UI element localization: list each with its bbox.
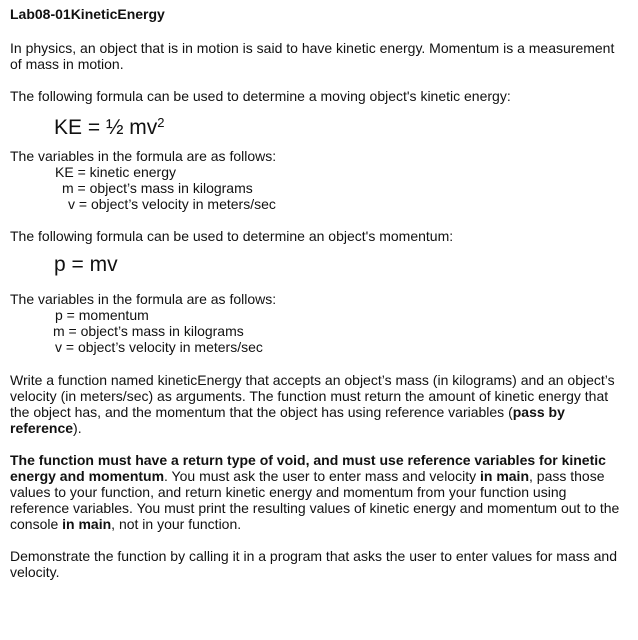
ke-formula-intro: The following formula can be used to determine a moving object's kinetic energy:: [10, 88, 511, 104]
momentum-formula: p = mv: [54, 253, 118, 276]
document-page: [10, 6, 628, 580]
p-formula-intro: The following formula can be used to determine an object's momentum:: [10, 228, 454, 244]
req-text-2: , pass those values to your function, and return kinetic energy and momentum from your function using reference variables. You must print the resulting values of kinetic energy and momentum out to the console: [10, 468, 620, 532]
req-text-1: . You must ask the user to enter mass and velocity: [164, 468, 480, 484]
variable-m-1: m = object’s mass in kilograms: [62, 180, 253, 196]
spacer: [10, 355, 628, 372]
variable-v-2: v = object’s velocity in meters/sec: [55, 339, 263, 355]
spacer: [10, 212, 628, 228]
variables-intro-2: The variables in the formula are as follows:: [10, 291, 277, 307]
req-bold-3: in main: [62, 516, 112, 532]
intro-paragraph: In physics, an object that is in motion is said to have kinetic energy. Momentum is a measurement of mass in motion.: [10, 40, 615, 72]
ke-formula-exponent: 2: [157, 115, 165, 130]
req-bold-2: in main: [479, 468, 529, 484]
req-text-3: , not in your function.: [111, 516, 242, 532]
task-paragraph: [10, 372, 628, 436]
variable-v-1: v = object’s velocity in meters/sec: [68, 196, 276, 212]
variable-m-2: m = object’s mass in kilograms: [53, 323, 244, 339]
ke-formula-main: KE = ½ mv: [54, 116, 158, 139]
variable-ke: KE = kinetic energy: [55, 164, 177, 180]
document-title: Lab08-01KineticEnergy: [10, 6, 165, 22]
variables-intro-1: The variables in the formula are as follows:: [10, 148, 277, 164]
requirements-paragraph: [10, 452, 628, 532]
demo-paragraph: Demonstrate the function by calling it in a program that asks the user to enter values for mass and velocity.: [10, 548, 617, 580]
req-bold-1: The function must have a return type of void, and must use reference variables for kinetic energy and momentum: [10, 452, 606, 484]
task-end: ).: [73, 420, 82, 436]
kinetic-energy-formula: [54, 111, 628, 139]
task-bold: pass by reference: [10, 404, 565, 436]
task-text: Write a function named kineticEnergy that accepts an object’s mass (in kilograms) and an object’s velocity (in meters/sec) as arguments. The function must return the amount of kinetic energy that the object has, and the momentum that the object has using reference variables (: [10, 372, 615, 420]
variable-p: p = momentum: [55, 307, 149, 323]
